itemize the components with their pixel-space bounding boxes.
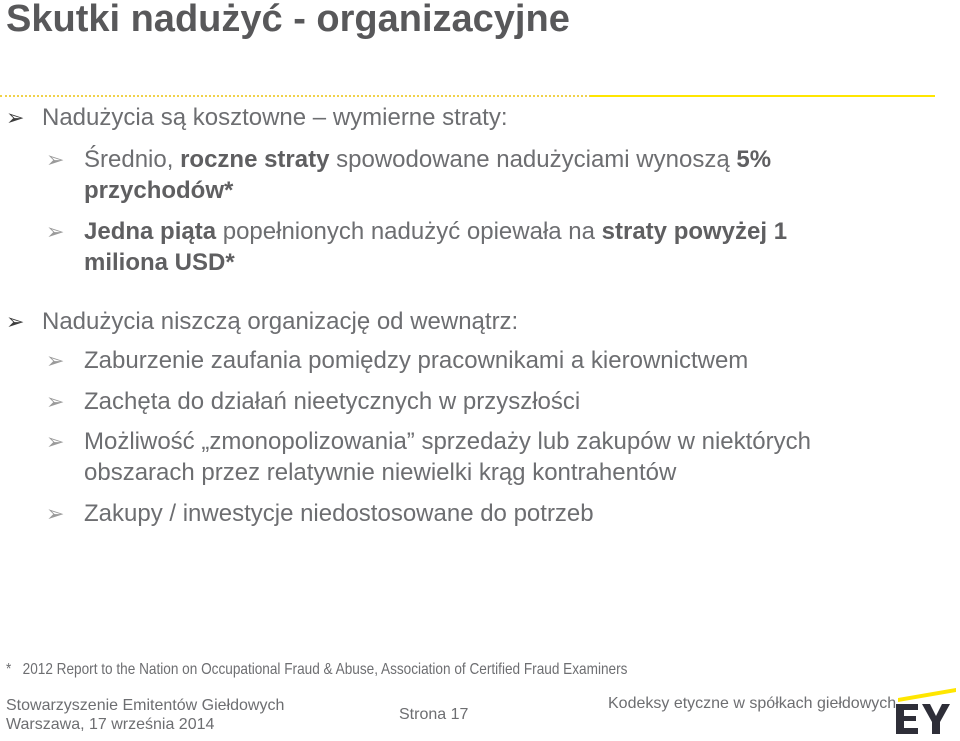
arrow-bullet-icon: ➢ bbox=[46, 429, 65, 454]
arrow-bullet-icon: ➢ bbox=[46, 219, 65, 244]
bullet-purchases: Zakupy / inwestycje niedostosowane do potrzeb bbox=[84, 500, 594, 527]
bullet-one-fifth: Jedna piąta popełnionych nadużyć opiewała na straty powyżej 1 bbox=[84, 218, 788, 245]
svg-text:EY: EY bbox=[892, 688, 894, 689]
footnote: * 2012 Report to the Nation on Occupational Fraud & Abuse, Association of Certified Fraud Examiners bbox=[6, 661, 628, 678]
arrow-bullet-icon: ➢ bbox=[46, 501, 65, 526]
bullet-annual-losses-cont: przychodów* bbox=[84, 177, 234, 204]
footer-topic: Kodeksy etyczne w spółkach giełdowych bbox=[608, 695, 897, 712]
title-divider-accent bbox=[590, 95, 935, 97]
slide-title: Skutki nadużyć - organizacyjne bbox=[6, 0, 570, 40]
arrow-bullet-icon: ➢ bbox=[6, 105, 25, 130]
footer-organization: Stowarzyszenie Emitentów Giełdowych bbox=[6, 697, 285, 714]
arrow-bullet-icon: ➢ bbox=[6, 309, 25, 334]
bullet-unethical: Zachęta do działań nieetycznych w przyszłości bbox=[84, 388, 581, 415]
bullet-trust: Zaburzenie zaufania pomiędzy pracownikami a kierownictwem bbox=[84, 347, 749, 374]
footer-date: Warszawa, 17 września 2014 bbox=[6, 716, 215, 733]
footer-page-number: Strona 17 bbox=[399, 706, 469, 723]
arrow-bullet-icon: ➢ bbox=[46, 348, 65, 373]
bullet-costs: Nadużycia są kosztowne – wymierne straty: bbox=[42, 104, 508, 131]
ey-logo bbox=[892, 688, 958, 736]
bullet-monopoly: Możliwość „zmonopolizowania” sprzedaży lub zakupów w niektórych bbox=[84, 428, 811, 455]
bullet-damage: Nadużycia niszczą organizację od wewnątrz: bbox=[42, 308, 519, 335]
bullet-monopoly-cont: obszarach przez relatywnie niewielki krąg kontrahentów bbox=[84, 459, 677, 486]
arrow-bullet-icon: ➢ bbox=[46, 389, 65, 414]
arrow-bullet-icon: ➢ bbox=[46, 147, 65, 172]
bullet-annual-losses: Średnio, roczne straty spowodowane nadużyciami wynoszą 5% bbox=[84, 146, 772, 173]
bullet-one-fifth-cont: miliona USD* bbox=[84, 249, 235, 276]
ey-logo-icon bbox=[892, 688, 958, 736]
